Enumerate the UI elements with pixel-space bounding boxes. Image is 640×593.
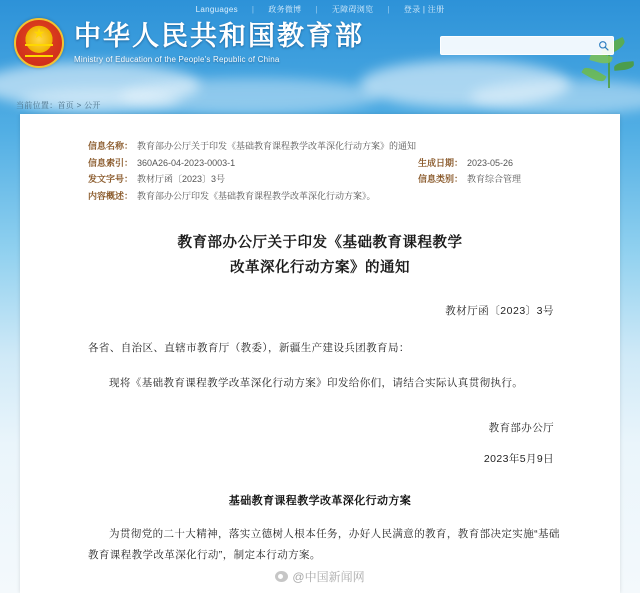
site-search[interactable] <box>440 36 614 55</box>
metadata-value: 教育部办公厅印发《基础教育课程教学改革深化行动方案》。 <box>137 190 376 201</box>
metadata-value: 2023-05-26 <box>467 157 514 168</box>
site-masthead[interactable] <box>14 18 364 68</box>
document-metadata-table <box>88 138 560 205</box>
breadcrumb[interactable] <box>16 100 103 111</box>
document-body-paragraph: 现将《基础教育课程教学改革深化行动方案》印发给你们，请结合实际认真贯彻执行。 <box>109 377 524 390</box>
document-signoff: 教育部办公厅 <box>488 422 554 435</box>
metadata-cell <box>88 188 376 205</box>
metadata-label: 信息类别： <box>418 174 464 185</box>
breadcrumb-text[interactable]: 当前位置：首页 > 公开 <box>16 101 101 110</box>
document-sheet <box>20 114 620 593</box>
document-date: 2023年5月9日 <box>483 453 554 466</box>
masthead-text <box>74 22 364 63</box>
metadata-label: 生成日期： <box>418 157 464 168</box>
site-title-cn: 中华人民共和国教育部 <box>74 21 364 52</box>
search-icon[interactable] <box>593 38 613 53</box>
topbar-separator: | <box>387 4 390 14</box>
metadata-label: 信息名称： <box>88 141 134 151</box>
topbar-item-weibo[interactable]: 政务微博 <box>268 4 302 14</box>
metadata-cell <box>88 138 416 155</box>
topbar-item-languages[interactable]: Languages <box>195 4 238 14</box>
metadata-cell <box>418 155 513 172</box>
document-addressee: 各省、自治区、直辖市教育厅（教委），新疆生产建设兵团教育局： <box>88 342 410 355</box>
watermark-text: @中国新闻网 <box>292 570 365 584</box>
cloud-decoration <box>470 80 640 114</box>
topbar-separator: | <box>315 4 318 14</box>
metadata-value: 360A26-04-2023-0003-1 <box>137 157 236 168</box>
metadata-label: 发文字号： <box>88 174 134 185</box>
weibo-icon <box>275 571 288 582</box>
site-title-en: Ministry of Education of the People's Republic of China <box>74 54 280 64</box>
search-input[interactable] <box>441 38 593 53</box>
page-title-line1: 教育部办公厅关于印发《基础教育课程教学 <box>177 234 463 251</box>
topbar-separator: | <box>251 4 255 14</box>
attachment-title: 基础教育课程教学改革深化行动方案 <box>228 495 412 508</box>
metadata-value: 教育部办公厅关于印发《基础教育课程教学改革深化行动方案》的通知 <box>137 141 417 151</box>
metadata-row <box>88 155 560 172</box>
metadata-label: 信息索引： <box>88 157 134 168</box>
metadata-label: 内容概述： <box>88 190 134 201</box>
page-title <box>100 231 540 282</box>
leaf-decoration <box>614 61 635 71</box>
page-title-line2: 改革深化行动方案》的通知 <box>230 259 410 276</box>
topbar-item-login-register[interactable]: 登录 | 注册 <box>403 4 445 14</box>
top-utility-bar <box>0 0 640 18</box>
watermark <box>20 568 620 585</box>
metadata-row <box>88 171 560 188</box>
metadata-cell <box>418 171 521 188</box>
metadata-cell <box>88 155 418 172</box>
document-number: 教材厅函〔2023〕3号 <box>445 305 554 318</box>
metadata-row <box>88 188 560 205</box>
metadata-cell <box>88 171 418 188</box>
national-emblem-icon <box>14 18 64 68</box>
topbar-item-accessibility[interactable]: 无障碍浏览 <box>331 4 374 14</box>
metadata-value: 教材厅函〔2023〕3号 <box>137 174 226 185</box>
attachment-body-paragraph: 为贯彻党的二十大精神，落实立德树人根本任务，办好人民满意的教育，教育部决定实施“基础教育课程教学改革深化行动”，制定本行动方案。 <box>88 528 560 562</box>
metadata-row <box>88 138 560 155</box>
metadata-value: 教育综合管理 <box>467 174 522 185</box>
